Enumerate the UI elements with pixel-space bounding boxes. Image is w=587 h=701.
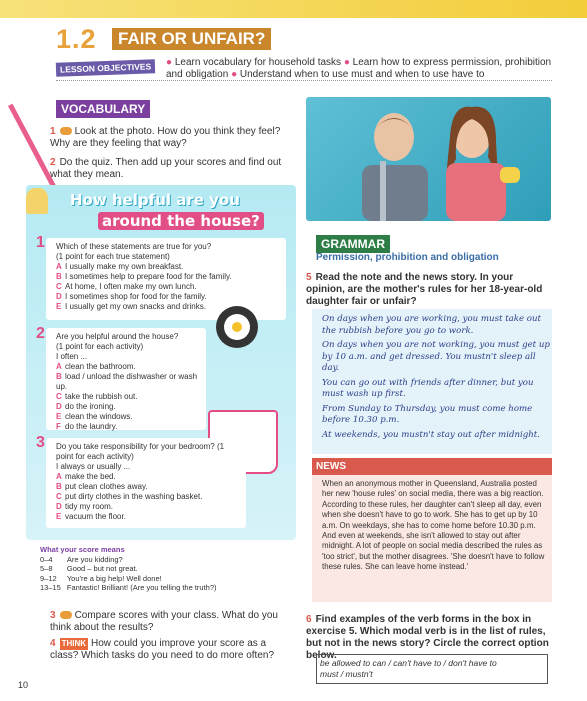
- objective-2: Learn how to express permission, prohibition and obligation: [166, 57, 552, 80]
- table-row: 9–12 You're a big help! Well done!: [40, 573, 162, 583]
- option: A make the bed.: [56, 472, 116, 481]
- news-text: When an anonymous mother in Queensland, Australia posted her new 'house rules' on social media, there was a big reaction. According to these rules, her daughter can't sleep all day, even when she doesn't have to go to work. She has to get up by 10 a.m. On weekdays, she has to come home before 10.30 p.m. And even at weekends, she isn't allowed to stay out after midnight. A lot of people on social media described the rules as 'too strict', but the mother disagrees. 'She doesn't have to follow these rules. She can leave home instead.': [322, 479, 545, 572]
- question-text: Do you take responsibility for your bedroom? (1 point for each activity): [56, 442, 225, 461]
- option: D I sometimes shop for food for the family.: [56, 292, 207, 301]
- question-points: (1 point for each true statement): [56, 252, 170, 261]
- question-1: [56, 242, 284, 312]
- objective-3: Understand when to use must and when to use have to: [239, 69, 485, 80]
- exercise-number: 5: [306, 272, 312, 283]
- question-points: (1 point for each activity): [56, 342, 144, 351]
- question-2: [56, 332, 206, 432]
- exercise-number: 1: [50, 126, 56, 137]
- question-number: 2: [36, 325, 45, 342]
- option: D tidy my room.: [56, 502, 114, 511]
- rule: On days when you are working, you must take out the rubbish before you go to work.: [322, 314, 541, 336]
- exercise-1: [50, 126, 290, 150]
- lesson-objectives-badge: LESSON OBJECTIVES: [56, 59, 156, 76]
- exercise-3: [50, 610, 290, 634]
- option: D do the ironing.: [56, 402, 116, 411]
- option: C At home, I often make my own lunch.: [56, 282, 197, 291]
- score-table: [40, 555, 223, 593]
- option: E vacuum the floor.: [56, 512, 126, 521]
- egg-yolk: [232, 322, 242, 332]
- option: B load / unload the dishwasher or wash up.: [56, 372, 198, 391]
- question-number: 3: [36, 434, 45, 451]
- page-number: 10: [18, 680, 29, 690]
- table-row: 0–4 Are you kidding?: [40, 554, 123, 564]
- options-line-1: be allowed to can / can't have to / don't have to: [320, 658, 497, 668]
- option: B I sometimes help to prepare food for the family.: [56, 272, 232, 281]
- photo-teenagers-cleaning: [306, 97, 551, 221]
- exercise-4: [50, 638, 290, 662]
- rule: On days when you are not working, you must get up by 10 a.m. and get dressed. You mustn't sleep all day.: [322, 340, 550, 373]
- exercise-text: Read the note and the news story. In your opinion, are the mother's rules for her 18-year-old daughter fair or unfair?: [306, 272, 543, 307]
- vocabulary-heading: VOCABULARY: [56, 100, 150, 118]
- question-lead: I often ...: [56, 352, 88, 361]
- divider: [56, 80, 552, 81]
- score-heading: What your score means: [40, 545, 125, 554]
- photo-illustration: [306, 97, 551, 221]
- exercise-number: 6: [306, 614, 312, 625]
- speech-bubble-icon: [60, 611, 72, 619]
- option: B put clean clothes away.: [56, 482, 148, 491]
- question-text: Which of these statements are true for you?: [56, 242, 212, 251]
- objective-1: Learn vocabulary for household tasks: [174, 57, 342, 68]
- rule: At weekends, you mustn't stay out after midnight.: [322, 429, 540, 440]
- table-row: 13–15 Fantastic! Brilliant! (Are you telling the truth?): [40, 583, 217, 592]
- options-text: [320, 658, 497, 680]
- top-color-bar: [0, 0, 587, 18]
- rules-note-text: [322, 314, 550, 444]
- option: A clean the bathroom.: [56, 362, 136, 371]
- lesson-objectives: ● Learn vocabulary for household tasks ● Learn how to express permission, prohibition and obligation ● Understand when to use must and when to use have to: [166, 57, 552, 80]
- option: A I usually make my own breakfast.: [56, 262, 184, 271]
- mop-head-icon: [26, 188, 48, 214]
- exercise-number: 2: [50, 157, 56, 168]
- table-row: 5–8 Good – but not great.: [40, 564, 138, 573]
- exercise-text: How could you improve your score as a class? Which tasks do you need to do more often?: [50, 638, 275, 661]
- rule: You can go out with friends after dinner, but you must wash up first.: [322, 377, 534, 399]
- think-badge: THINK: [61, 639, 87, 648]
- exercise-number: 4: [50, 638, 56, 649]
- exercise-text: Find examples of the verb forms in the box in exercise 5. Which modal verb is in the list of rules, but not in the news story? Circle the correct option below.: [306, 614, 549, 661]
- lesson-number: 1.2: [56, 24, 97, 54]
- question-3: [56, 442, 242, 522]
- exercise-5: [306, 272, 550, 308]
- rule: From Sunday to Thursday, you must come home before 10.30 p.m.: [322, 403, 533, 425]
- option: C take the rubbish out.: [56, 392, 138, 401]
- quiz-title-line-2: around the house?: [98, 212, 264, 230]
- option: C put dirty clothes in the washing basket.: [56, 492, 203, 501]
- exercise-number: 3: [50, 610, 56, 621]
- exercise-text: Compare scores with your class. What do you think about the results?: [50, 610, 278, 633]
- question-lead: I always or usually ...: [56, 462, 131, 471]
- lesson-title: FAIR OR UNFAIR?: [112, 28, 271, 50]
- exercise-text: Look at the photo. How do you think they feel? Why are they feeling that way?: [50, 126, 281, 149]
- news-heading: NEWS: [312, 458, 552, 475]
- exercise-2: [50, 157, 290, 181]
- option: F do the laundry.: [56, 422, 118, 431]
- quiz-title-line-1: How helpful are you: [70, 191, 240, 209]
- score-key: [40, 545, 223, 593]
- speech-bubble-icon: [60, 127, 72, 135]
- options-line-2: must / mustn't: [320, 669, 373, 679]
- grammar-subheading: Permission, prohibition and obligation: [316, 252, 499, 263]
- grammar-heading: GRAMMAR: [316, 235, 390, 253]
- option: E clean the windows.: [56, 412, 133, 421]
- option: E I usually get my own snacks and drinks.: [56, 302, 206, 311]
- question-number: 1: [36, 234, 45, 251]
- exercise-text: Do the quiz. Then add up your scores and find out what they mean.: [50, 157, 282, 180]
- question-text: Are you helpful around the house?: [56, 332, 179, 341]
